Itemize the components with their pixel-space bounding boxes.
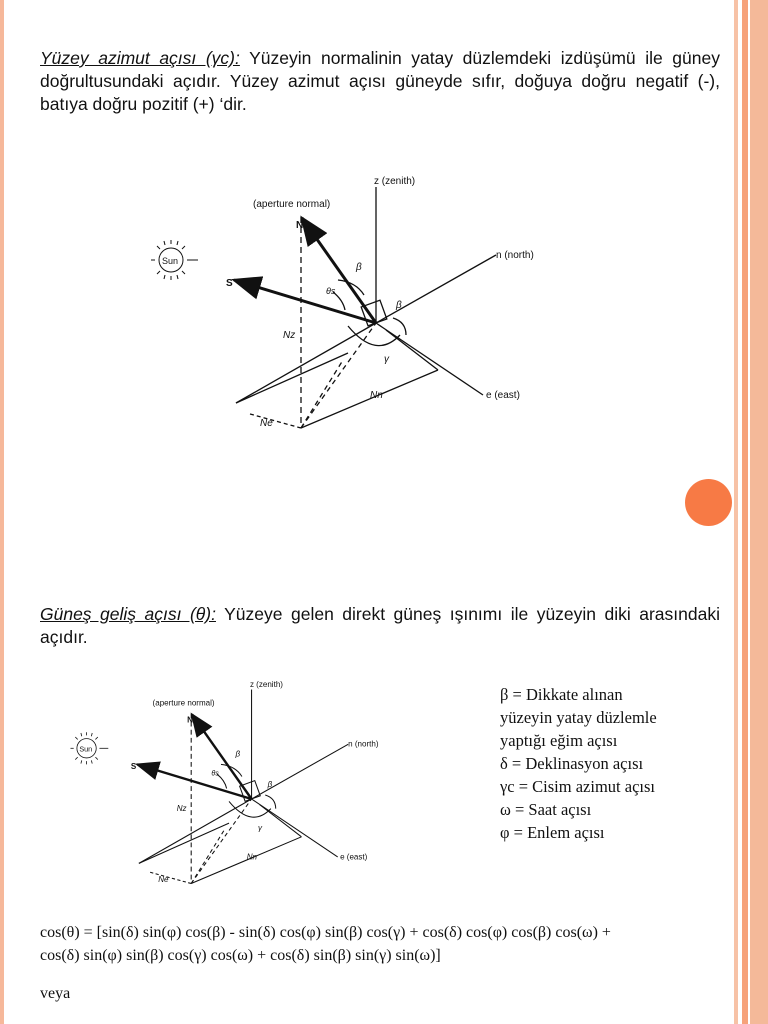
s-label: S xyxy=(226,278,233,289)
sun-label: Sun xyxy=(162,256,179,266)
sun-label: Sun xyxy=(79,744,93,754)
legend-line: yaptığı eğim açısı xyxy=(500,731,618,750)
symbol-legend xyxy=(500,683,657,844)
beta-label: β xyxy=(356,262,362,273)
beta-label-2: β xyxy=(396,300,402,311)
ne-label: Ne xyxy=(260,418,273,429)
n-label: N xyxy=(187,715,193,725)
left-border xyxy=(0,0,4,1024)
east-label: e (east) xyxy=(486,390,520,401)
zenith-label: z (zenith) xyxy=(374,176,416,187)
right-border xyxy=(734,0,768,1024)
formula-line-1: cos(θ) = [sin(δ) sin(φ) cos(β) - sin(δ) cos(φ) sin(β) cos(γ) + cos(δ) cos(φ) cos(β) cos(ω) + xyxy=(40,924,611,941)
ne-label: Ne xyxy=(158,874,169,884)
aperture-normal-label: (aperture normal) xyxy=(152,698,215,708)
decorative-circle xyxy=(685,479,732,526)
nz-label: Nz xyxy=(283,330,296,341)
north-label: n (north) xyxy=(496,250,534,261)
beta-label-2: β xyxy=(267,779,273,789)
veya-text: veya xyxy=(40,985,71,1002)
solar-angles-diagram-2 xyxy=(60,675,390,890)
zenith-label: z (zenith) xyxy=(249,680,283,690)
solar-angles-diagram-1 xyxy=(138,170,548,435)
incidence-angle-paragraph xyxy=(40,603,720,649)
legend-line: δ = Deklinasyon açısı xyxy=(500,754,644,773)
east-label: e (east) xyxy=(340,852,368,862)
beta-label: β xyxy=(235,749,241,759)
legend-line: yüzeyin yatay düzlemle xyxy=(500,708,657,727)
theta-label: θs xyxy=(211,768,219,778)
n-label: N xyxy=(296,220,304,231)
s-label: S xyxy=(130,762,137,772)
legend-line: β = Dikkate alınan xyxy=(500,685,623,704)
incidence-formula xyxy=(40,921,740,967)
theta-label: θs xyxy=(326,286,336,296)
north-label: n (north) xyxy=(348,739,379,749)
surface-azimuth-term: Yüzey azimut açısı (γc): xyxy=(40,48,240,68)
formula-line-2: cos(δ) sin(φ) sin(β) cos(γ) cos(ω) + cos(δ) sin(β) sin(γ) sin(ω)] xyxy=(40,947,441,964)
legend-line: φ = Enlem açısı xyxy=(500,823,605,842)
nz-label: Nz xyxy=(176,804,187,814)
nn-label: Nn xyxy=(370,390,383,401)
surface-azimuth-paragraph xyxy=(40,47,720,116)
gamma-label: γ xyxy=(258,823,263,833)
surface-azimuth-text: Yüzeyin normalinin yatay düzlemdeki izdüşümü ile güney doğrultusundaki açıdır. Yüzey azimut açısı güneyde sıfır, doğuya doğru negatif (-), batıya doğru pozitif (+) ‘dir. xyxy=(40,48,720,114)
incidence-angle-text: Yüzeye gelen direkt güneş ışınımı ile yüzeyin diki arasındaki açıdır. xyxy=(40,604,720,647)
incidence-angle-term: Güneş geliş açısı (θ): xyxy=(40,604,216,624)
legend-line: ω = Saat açısı xyxy=(500,800,592,819)
gamma-label: γ xyxy=(384,354,389,365)
nn-label: Nn xyxy=(246,852,258,862)
aperture-normal-label: (aperture normal) xyxy=(253,199,331,210)
legend-line: γc = Cisim azimut açısı xyxy=(500,777,655,796)
